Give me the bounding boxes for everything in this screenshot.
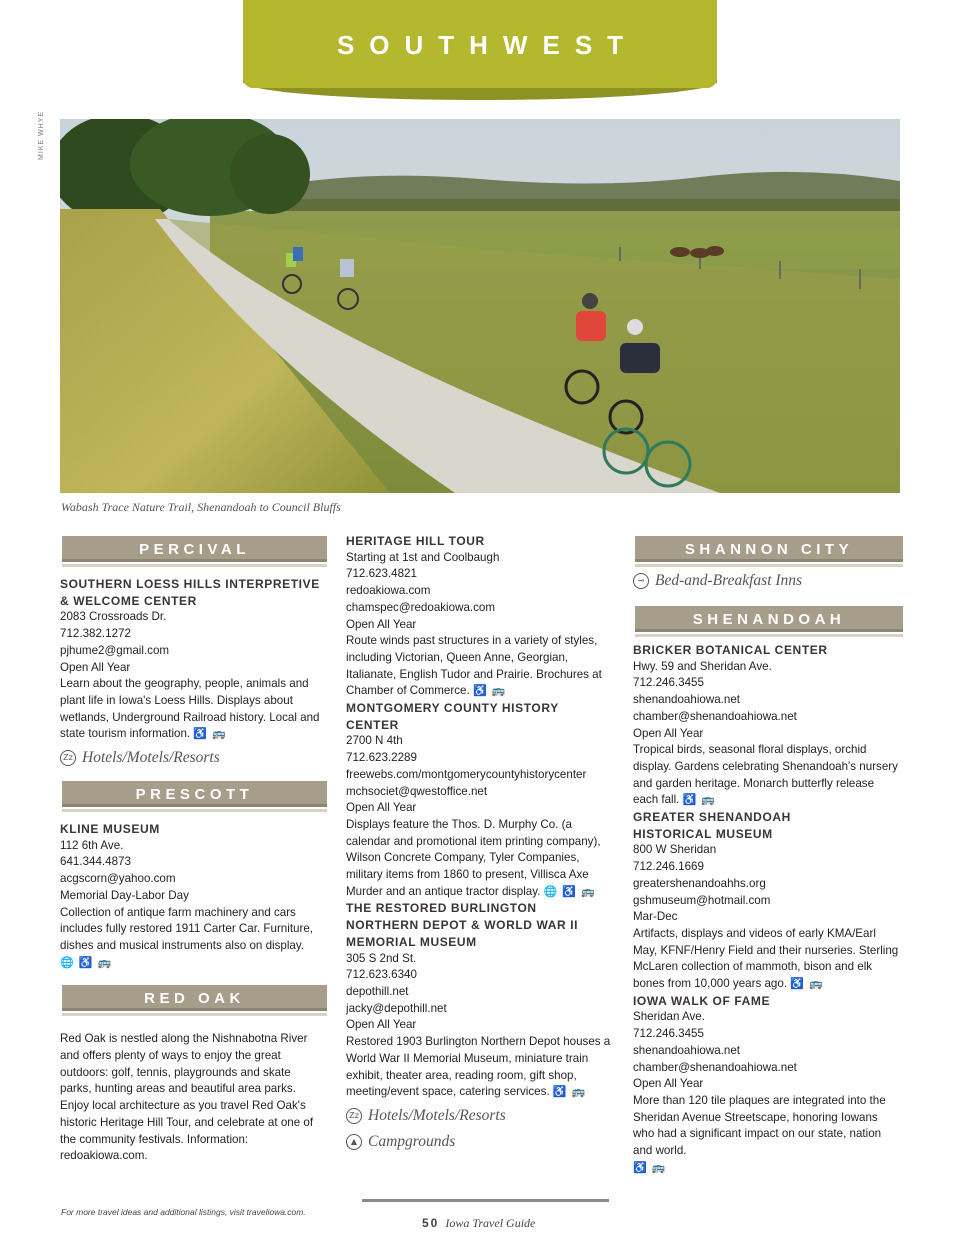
- email: acgscorn@yahoo.com: [60, 872, 176, 886]
- heading-red-oak: RED OAK: [62, 985, 327, 1011]
- email: chamber@shenandoahiowa.net: [633, 709, 797, 723]
- email: gshmuseum@hotmail.com: [633, 893, 771, 907]
- entry-title: SOUTHERN LOESS HILLS INTERPRETIVE: [60, 577, 320, 591]
- amenity-icons: 🌐 ♿ 🚌: [543, 885, 596, 898]
- campground-link: [346, 1131, 614, 1153]
- region-title: SOUTHWEST: [336, 30, 639, 60]
- hours: Open All Year: [60, 660, 131, 674]
- address: Hwy. 59 and Sheridan Ave.: [633, 659, 772, 673]
- description: Red Oak is nestled along the Nishnabotna River and offers plenty of ways to enjoy the great outdoors: golf, tennis, playgrounds and skate parks, hunting areas and beautiful area parks. Enjoy local architecture as you travel Red Oak's historic Heritage Hill Tour, and celebrate at one of the community festivals. Information: redoakiowa.com.: [60, 1032, 314, 1163]
- website: shenandoahiowa.net: [633, 1043, 741, 1057]
- address: Starting at 1st and Coolbaugh: [346, 550, 500, 564]
- website: depothill.net: [346, 984, 409, 998]
- lodging-label: Bed-and-Breakfast Inns: [655, 571, 803, 589]
- lodging-link: [346, 1105, 614, 1127]
- photo-credit: MIKE WHYE: [38, 110, 45, 160]
- lodging-label: Hotels/Motels/Resorts: [82, 748, 220, 766]
- description: Tropical birds, seasonal floral displays, orchid display. Gardens celebrating Shenandoah's nursery and garden heritage. Monarch butterfly release each fall.: [633, 743, 898, 807]
- entry-title: HISTORICAL MUSEUM: [633, 826, 773, 841]
- heading-prescott: PRESCOTT: [62, 781, 327, 807]
- address: Sheridan Ave.: [633, 1010, 705, 1024]
- description: Displays feature the Thos. D. Murphy Co. (a calendar and promotional item printing company), Wilson Concrete Company, Tyler Companies, military items from 1860 to present, Villisca Axe Murder and an antique tractor display.: [346, 817, 601, 898]
- website: shenandoahiowa.net: [633, 693, 741, 707]
- entry-title: THE RESTORED BURLINGTON: [346, 901, 537, 916]
- address: 2700 N 4th: [346, 734, 403, 748]
- email: pjhume2@gmail.com: [60, 643, 170, 657]
- description: Artifacts, displays and videos of early KMA/Earl May, KFNF/Henry Field and their nurseries. Sterling McLaren collection of mammoth, bison and elk bones from 10,000 years ago.: [633, 926, 899, 991]
- email: chamspec@redoakiowa.com: [346, 600, 496, 614]
- phone: 712.623.6340: [346, 968, 417, 982]
- description: Restored 1903 Burlington Northern Depot houses a World War II Memorial Museum, miniature train exhibit, theater area, reading room, gift shop, meeting/event space, catering services.: [346, 1035, 611, 1099]
- entry-title: NORTHERN DEPOT & WORLD WAR II: [346, 918, 579, 933]
- heading-shannon-city: SHANNON CITY: [635, 536, 903, 562]
- campground-icon: ▲: [346, 1134, 362, 1150]
- hours: Mar-Dec: [633, 910, 678, 924]
- phone: 712.623.4821: [346, 567, 417, 581]
- page-footer: [422, 1216, 535, 1231]
- description: More than 120 tile plaques are integrated into the Sheridan Avenue Streetscape, honoring Iowans who had a significant impact on our state, nation and world.: [633, 1093, 886, 1158]
- footer-note: For more travel ideas and additional listings, visit traveliowa.com.: [61, 1207, 306, 1217]
- entry-title: MONTGOMERY COUNTY HISTORY CENTER: [346, 701, 559, 732]
- amenity-icons: ♿ 🚌: [472, 685, 507, 698]
- address: 112 6th Ave.: [60, 838, 124, 852]
- address: 305 S 2nd St.: [346, 951, 417, 965]
- address: 800 W Sheridan: [633, 843, 717, 857]
- entry-title: IOWA WALK OF FAME: [633, 993, 771, 1008]
- campground-label: Campgrounds: [368, 1132, 456, 1150]
- hours: Memorial Day-Labor Day: [60, 888, 189, 902]
- page-number: 50: [422, 1216, 440, 1230]
- entry-title: & WELCOME CENTER: [60, 593, 197, 608]
- email: mchsociet@qwestoffice.net: [346, 784, 488, 798]
- publication-name: Iowa Travel Guide: [445, 1216, 536, 1230]
- website: greatershenandoahhs.org: [633, 876, 766, 890]
- email: chamber@shenandoahiowa.net: [633, 1060, 797, 1074]
- phone: 712.382.1272: [60, 627, 131, 641]
- heading-shenandoah: SHENANDOAH: [635, 606, 903, 632]
- entry-title: HERITAGE HILL TOUR: [346, 534, 485, 548]
- website: freewebs.com/montgomerycountyhistorycenter: [346, 767, 587, 781]
- lodging-link: [633, 570, 901, 592]
- amenity-icons: ♿ 🚌: [682, 794, 717, 807]
- key-icon: ⊸: [633, 573, 649, 589]
- column-middle: [346, 533, 614, 1153]
- entry-title: MEMORIAL MUSEUM: [346, 934, 477, 949]
- entry-title: BRICKER BOTANICAL CENTER: [633, 643, 828, 657]
- column-right: [633, 536, 901, 1177]
- entry-title: KLINE MUSEUM: [60, 822, 160, 837]
- lodging-label: Hotels/Motels/Resorts: [368, 1106, 506, 1124]
- description: Route winds past structures in a variety of styles, including Victorian, Queen Anne, Georgian, Italianate, English Tudor and Prairie. Brochures at Chamber of Commerce.: [346, 634, 602, 698]
- lodging-link: [60, 747, 325, 769]
- phone: 712.246.3455: [633, 676, 704, 690]
- entry-title: GREATER SHENANDOAH: [633, 810, 791, 825]
- amenity-icons: 🌐 ♿ 🚌: [60, 956, 113, 969]
- hours: Open All Year: [346, 617, 417, 631]
- amenity-icons: ♿ 🚌: [552, 1086, 587, 1099]
- heading-percival: PERCIVAL: [62, 536, 327, 562]
- hours: Open All Year: [633, 1077, 704, 1091]
- phone: 712.623.2289: [346, 751, 417, 765]
- phone: 641.344.4873: [60, 855, 131, 869]
- address: 2083 Crossroads Dr.: [60, 610, 167, 624]
- website: redoakiowa.com: [346, 584, 431, 598]
- phone: 712.246.1669: [633, 860, 704, 874]
- hotel-icon: Zz: [60, 750, 76, 766]
- hours: Open All Year: [346, 801, 417, 815]
- hotel-icon: Zz: [346, 1108, 362, 1124]
- email: jacky@depothill.net: [346, 1001, 447, 1015]
- photo-caption: Wabash Trace Nature Trail, Shenandoah to Council Bluffs: [61, 500, 341, 514]
- phone: 712.246.3455: [633, 1027, 704, 1041]
- description: Collection of antique farm machinery and cars includes fully restored 1911 Carter Car. Furniture, dishes and musical instruments also on display.: [60, 905, 314, 952]
- amenity-icons: ♿ 🚌: [193, 728, 227, 741]
- amenity-icons: ♿ 🚌: [633, 1161, 667, 1174]
- column-left: [60, 536, 325, 1165]
- hours: Open All Year: [633, 726, 704, 740]
- footer-rule: [362, 1199, 609, 1202]
- trail-photo: [60, 119, 900, 493]
- amenity-icons: ♿ 🚌: [790, 978, 824, 991]
- description: Learn about the geography, people, animals and plant life in Iowa's Loess Hills. Displays about wetlands, Underground Railroad history. Local and state tourism information.: [60, 677, 320, 741]
- hours: Open All Year: [346, 1018, 417, 1032]
